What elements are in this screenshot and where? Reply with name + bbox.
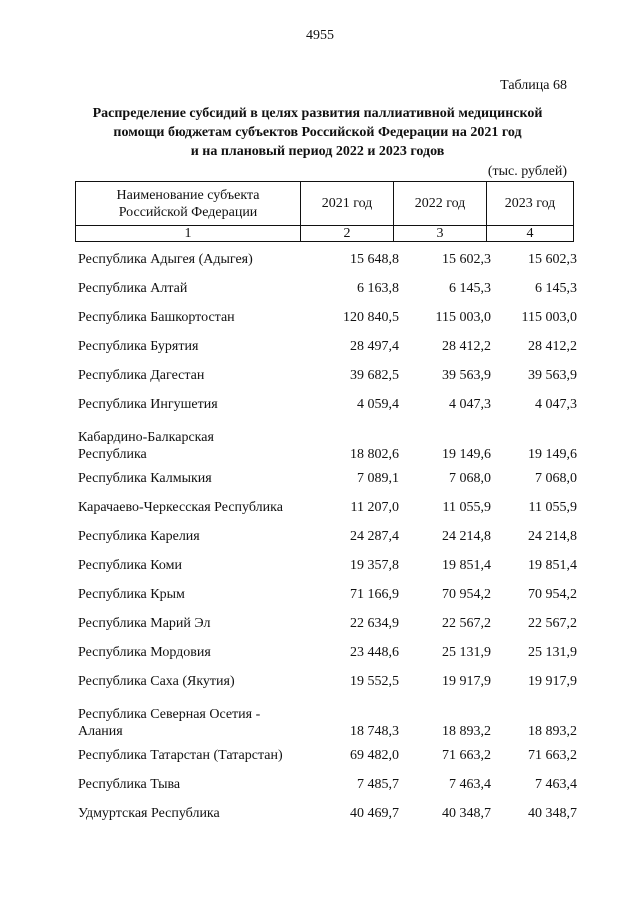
region-name	[75, 695, 306, 740]
value-2023: 19 917,9	[528, 674, 577, 689]
value-2023: 18 893,2	[528, 724, 577, 739]
value-2022: 70 954,2	[442, 587, 491, 602]
value-2021: 28 497,4	[350, 339, 399, 354]
value-2023: 4 047,3	[535, 397, 577, 412]
value-2023: 15 602,3	[528, 252, 577, 267]
value-2021: 6 163,8	[357, 281, 399, 296]
header-col-name	[76, 182, 301, 226]
column-number-row	[76, 226, 574, 242]
region-name-line: Алания	[78, 724, 123, 739]
table-row	[75, 389, 577, 418]
region-name-line: Удмуртская Республика	[78, 806, 220, 821]
value-2022: 19 917,9	[442, 674, 491, 689]
page-number: 4955	[306, 28, 334, 43]
value-2021: 120 840,5	[343, 310, 399, 325]
header-col-2023: 2023 год	[487, 182, 574, 226]
value-2022: 40 348,7	[442, 806, 491, 821]
title-line: и на плановый период 2022 и 2023 годов	[190, 144, 445, 159]
region-name-line: Республика Ингушетия	[78, 397, 218, 412]
region-name	[75, 331, 306, 360]
title-line: помощи бюджетам субъектов Российской Федерации на 2021 год	[113, 125, 522, 140]
value-2022: 115 003,0	[435, 310, 491, 325]
value-2023: 71 663,2	[528, 748, 577, 763]
value-2023: 11 055,9	[528, 500, 577, 515]
header-row	[76, 182, 574, 226]
value-2023: 6 145,3	[535, 281, 577, 296]
region-name-line: Республика Мордовия	[78, 645, 211, 660]
value-2021: 18 748,3	[350, 724, 399, 739]
value-2023: 7 463,4	[535, 777, 577, 792]
region-name	[75, 550, 306, 579]
table-row	[75, 550, 577, 579]
region-name-line: Республика Алтай	[78, 281, 188, 296]
region-name-line: Республика Калмыкия	[78, 471, 212, 486]
region-name-line: Республика Адыгея (Адыгея)	[78, 252, 253, 267]
table-row	[75, 798, 577, 827]
header-col-name-line: Российской Федерации	[118, 204, 258, 220]
table-row	[75, 637, 577, 666]
value-2021: 11 207,0	[350, 500, 399, 515]
table-number: Таблица 68	[500, 78, 567, 93]
table-row	[75, 521, 577, 550]
value-2023: 28 412,2	[528, 339, 577, 354]
value-2023: 70 954,2	[528, 587, 577, 602]
column-number: 3	[394, 226, 487, 242]
value-2022: 19 851,4	[442, 558, 491, 573]
region-name	[75, 769, 306, 798]
value-2021: 18 802,6	[350, 447, 399, 462]
value-2021: 19 357,8	[350, 558, 399, 573]
column-number: 4	[487, 226, 574, 242]
value-2022: 25 131,9	[442, 645, 491, 660]
region-name-line: Республика Северная Осетия -	[78, 707, 261, 722]
region-name-line: Республика	[78, 447, 147, 462]
value-2023: 19 149,6	[528, 447, 577, 462]
region-name-line: Кабардино-Балкарская	[78, 430, 214, 445]
region-name	[75, 740, 306, 769]
table-row	[75, 302, 577, 331]
value-2023: 25 131,9	[528, 645, 577, 660]
value-2023: 40 348,7	[528, 806, 577, 821]
table-row	[75, 492, 577, 521]
data-table-body	[75, 244, 577, 827]
value-2023: 115 003,0	[521, 310, 577, 325]
value-2021: 40 469,7	[350, 806, 399, 821]
value-2021: 71 166,9	[350, 587, 399, 602]
value-2022: 11 055,9	[442, 500, 491, 515]
value-2021: 4 059,4	[357, 397, 399, 412]
value-2023: 19 851,4	[528, 558, 577, 573]
table-title	[60, 104, 575, 161]
value-2021: 15 648,8	[350, 252, 399, 267]
column-number: 1	[76, 226, 301, 242]
region-name-line: Республика Марий Эл	[78, 616, 211, 631]
value-2023: 39 563,9	[528, 368, 577, 383]
value-2022: 71 663,2	[442, 748, 491, 763]
region-name-line: Республика Саха (Якутия)	[78, 674, 235, 689]
table-row	[75, 244, 577, 273]
header-col-2021: 2021 год	[301, 182, 394, 226]
table-row	[75, 331, 577, 360]
table-row	[75, 273, 577, 302]
value-2022: 39 563,9	[442, 368, 491, 383]
value-2021: 39 682,5	[350, 368, 399, 383]
region-name	[75, 273, 306, 302]
table-row	[75, 463, 577, 492]
region-name	[75, 389, 306, 418]
region-name	[75, 666, 306, 695]
value-2022: 7 463,4	[449, 777, 491, 792]
header-col-name-line: Наименование субъекта	[116, 187, 260, 203]
region-name	[75, 360, 306, 389]
value-2021: 7 089,1	[357, 471, 399, 486]
value-2022: 28 412,2	[442, 339, 491, 354]
column-number: 2	[301, 226, 394, 242]
region-name-line: Республика Башкортостан	[78, 310, 235, 325]
region-name	[75, 637, 306, 666]
value-2021: 7 485,7	[357, 777, 399, 792]
table-row	[75, 740, 577, 769]
value-2021: 23 448,6	[350, 645, 399, 660]
unit-label: (тыс. рублей)	[487, 164, 567, 179]
region-name	[75, 579, 306, 608]
value-2021: 24 287,4	[350, 529, 399, 544]
region-name-line: Республика Карелия	[78, 529, 200, 544]
data-table	[75, 244, 577, 827]
value-2021: 19 552,5	[350, 674, 399, 689]
region-name-line: Республика Тыва	[78, 777, 181, 792]
region-name	[75, 521, 306, 550]
value-2022: 18 893,2	[442, 724, 491, 739]
value-2022: 24 214,8	[442, 529, 491, 544]
table-row	[75, 769, 577, 798]
value-2023: 7 068,0	[535, 471, 577, 486]
value-2022: 22 567,2	[442, 616, 491, 631]
value-2022: 4 047,3	[449, 397, 491, 412]
region-name-line: Республика Дагестан	[78, 368, 205, 383]
table-row	[75, 579, 577, 608]
title-line: Распределение субсидий в целях развития паллиативной медицинской	[92, 106, 543, 121]
region-name-line: Карачаево-Черкесская Республика	[78, 500, 283, 515]
region-name	[75, 608, 306, 637]
region-name	[75, 418, 306, 463]
region-name	[75, 302, 306, 331]
value-2023: 22 567,2	[528, 616, 577, 631]
header-col-2022: 2022 год	[394, 182, 487, 226]
region-name	[75, 492, 306, 521]
region-name-line: Республика Бурятия	[78, 339, 199, 354]
region-name	[75, 463, 306, 492]
table-header	[75, 181, 574, 242]
value-2022: 19 149,6	[442, 447, 491, 462]
region-name-line: Республика Коми	[78, 558, 182, 573]
table-row	[75, 666, 577, 695]
region-name	[75, 244, 306, 273]
region-name-line: Республика Крым	[78, 587, 185, 602]
value-2021: 22 634,9	[350, 616, 399, 631]
region-name	[75, 798, 306, 827]
value-2022: 6 145,3	[449, 281, 491, 296]
value-2022: 7 068,0	[449, 471, 491, 486]
table-row	[75, 608, 577, 637]
value-2022: 15 602,3	[442, 252, 491, 267]
region-name-line: Республика Татарстан (Татарстан)	[78, 748, 283, 763]
table-row	[75, 418, 577, 463]
value-2021: 69 482,0	[350, 748, 399, 763]
table-row	[75, 695, 577, 740]
table-row	[75, 360, 577, 389]
value-2023: 24 214,8	[528, 529, 577, 544]
